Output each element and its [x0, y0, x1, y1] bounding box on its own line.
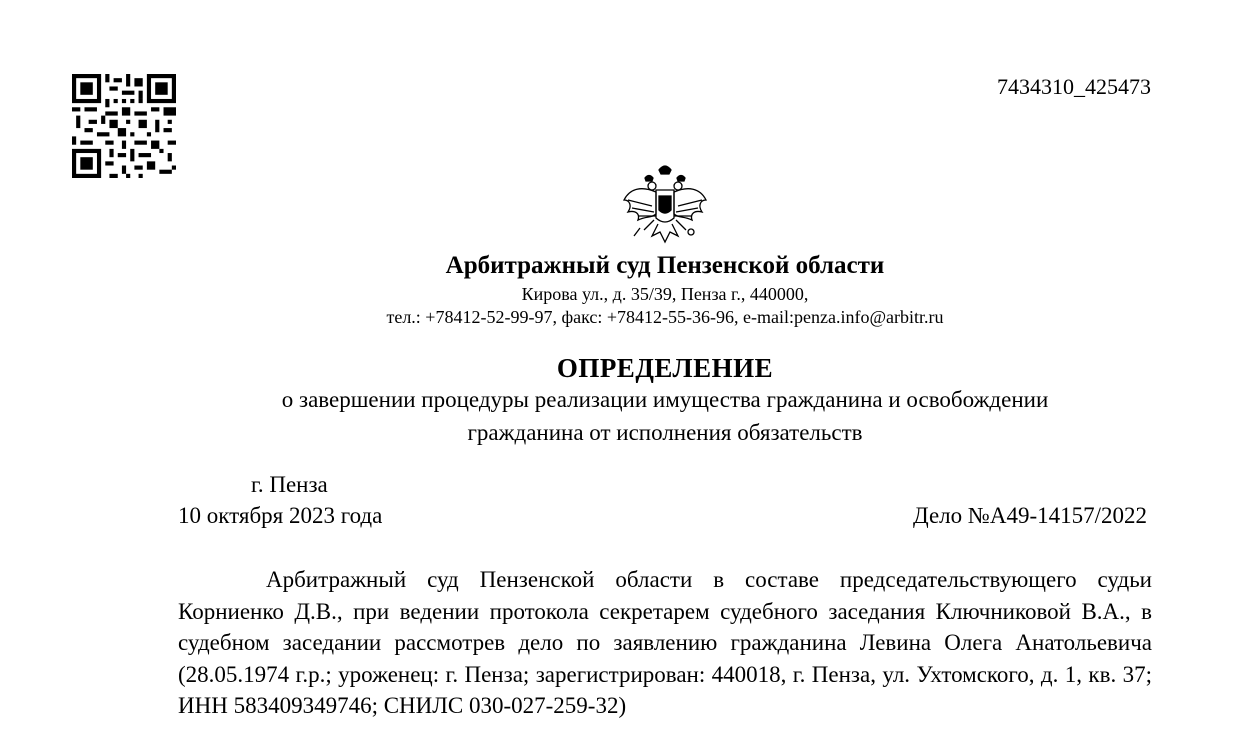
qr-code-icon [72, 74, 176, 178]
document-date: 10 октября 2023 года [178, 503, 383, 528]
document-body: Арбитражный суд Пензенской области в составе председательствующего судьи Корниенко Д.В., при ведении протокола секретарем судебного заседания Ключниковой В.А., в судебном заседании рассмотрев дело по заявлению гражданина Левина Олега Анатольевича (28.05.1974 г.р.; уроженец: г. Пенза; зарегистрирован: 440018, г. Пенза, ул. Ухтомского, д. 1, кв. 37; ИНН 583409349746; СНИЛС 030-027-259-32) [178, 567, 1152, 718]
case-number: Дело №А49-14157/2022 [912, 503, 1147, 528]
document-subtitle-line2: гражданина от исполнения обязательств [467, 420, 863, 445]
court-address: Кирова ул., д. 35/39, Пенза г., 440000, [521, 284, 809, 304]
document-subtitle-line1: о завершении процедуры реализации имущества гражданина и освобождении [281, 387, 1049, 412]
court-contacts: тел.: +78412-52-99-97, факс: +78412-55-36-96, e-mail:penza.info@arbitr.ru [386, 307, 944, 327]
document-title: ОПРЕДЕЛЕНИЕ [556, 353, 774, 383]
document-id: 7434310_425473 [997, 74, 1151, 99]
court-name: Арбитражный суд Пензенской области [445, 252, 885, 279]
coat-of-arms-icon [620, 158, 710, 248]
document-city: г. Пенза [251, 472, 328, 497]
